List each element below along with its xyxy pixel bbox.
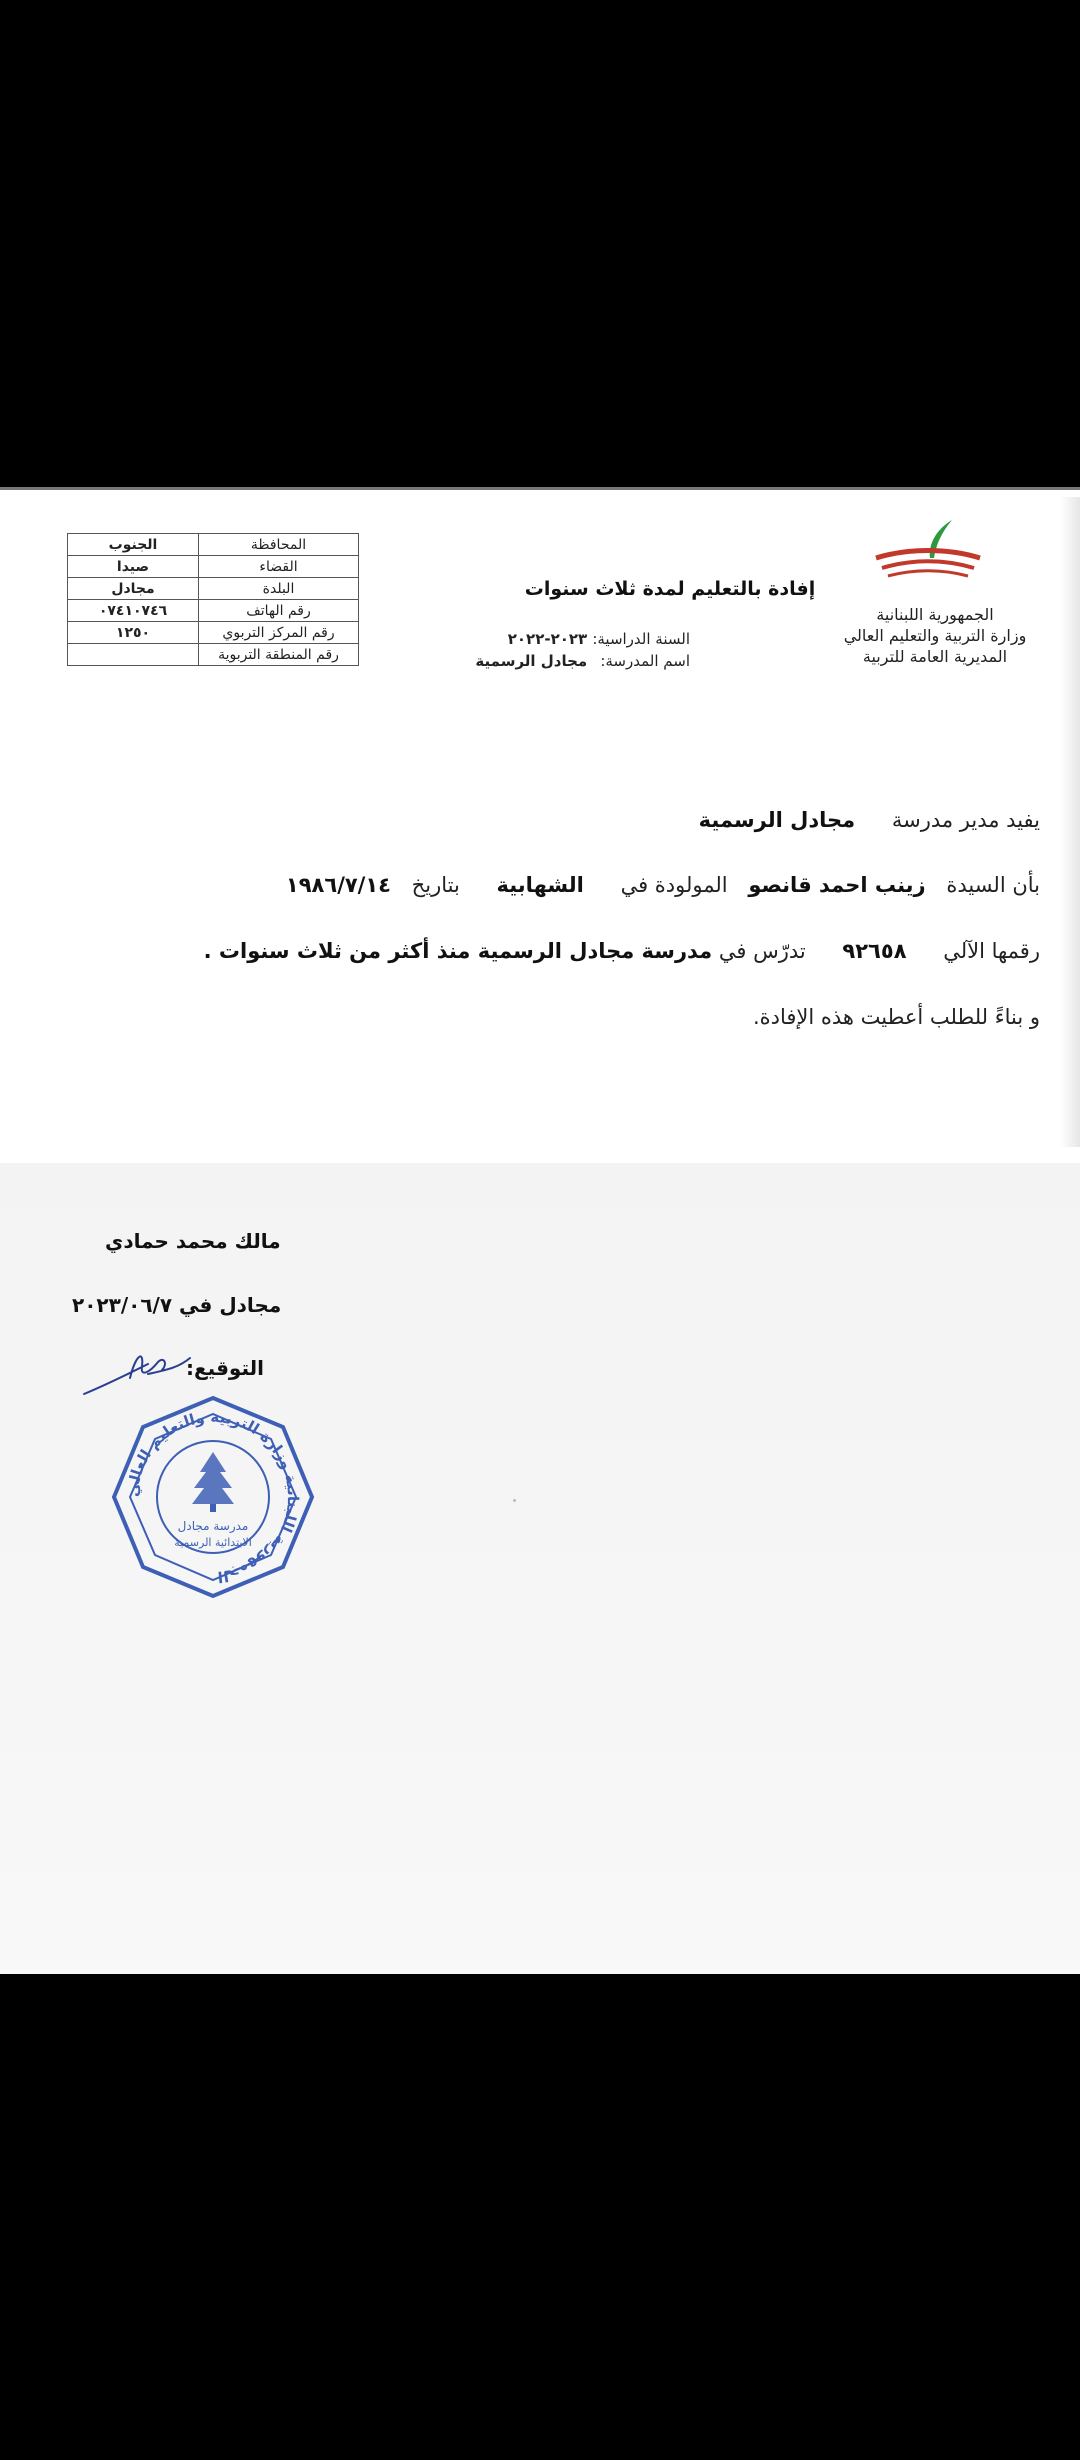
table-row (68, 556, 359, 578)
date-label: بتاريخ (411, 873, 460, 897)
school-info-table (67, 533, 359, 666)
school-name-line (400, 652, 690, 670)
registry-label: رقمها الآلي (943, 939, 1040, 963)
table-row (68, 644, 359, 666)
body-line-3 (200, 939, 1040, 963)
birth-place: الشهابية (496, 873, 584, 897)
body-line-1 (200, 808, 1040, 832)
ministry-line: الجمهورية اللبنانية (876, 605, 994, 624)
table-value-cell: ١٢٥٠ (68, 622, 199, 644)
official-stamp-icon (108, 1392, 318, 1602)
stamp-center-text: الابتدائية الرسمية (174, 1536, 252, 1549)
school-name-label: اسم المدرسة: (600, 652, 690, 670)
table-label-cell: رقم المركز التربوي (199, 622, 359, 644)
teaches-label: تدرّس في (718, 939, 806, 963)
paper-speck (513, 1499, 516, 1502)
table-row (68, 578, 359, 600)
school-year-value: ٢٠٢٣-٢٠٢٢ (507, 630, 588, 648)
stamp-center-text: مدرسة مجادل (177, 1519, 249, 1533)
teaches-school: مدرسة مجادل الرسمية منذ أكثر من ثلاث سنوات . (203, 939, 713, 963)
table-value-cell: صيدا (68, 556, 199, 578)
school-name-value: مجادل الرسمية (475, 652, 588, 670)
body-line-4 (200, 1005, 1040, 1029)
table-value-cell (68, 644, 199, 666)
director-name: مالك محمد حمادي (105, 1229, 281, 1253)
table-label-cell: رقم المنطقة التربوية (199, 644, 359, 666)
stamp-ring-text: الجمهورية اللبنانية وزارة التربية والتعليم العالي (123, 1407, 303, 1586)
person-name: زينب احمد قانصو (748, 873, 926, 897)
ministry-line: وزارة التربية والتعليم العالي (843, 626, 1027, 645)
table-label-cell: المحافظة (199, 534, 359, 556)
school-name: مجادل الرسمية (698, 808, 856, 832)
school-year-label: السنة الدراسية: (592, 630, 690, 648)
ministry-logo-icon (868, 518, 988, 588)
school-year-line (400, 630, 690, 648)
table-label-cell: البلدة (199, 578, 359, 600)
table-value-cell: ٠٧٤١٠٧٤٦ (68, 600, 199, 622)
director-intro: يفيد مدير مدرسة (891, 808, 1040, 832)
closing-sentence: و بناءً للطلب أعطيت هذه الإفادة. (752, 1005, 1040, 1029)
table-value-cell: الجنوب (68, 534, 199, 556)
table-value-cell: مجادل (68, 578, 199, 600)
signature-label: التوقيع: (186, 1356, 264, 1380)
registry-number: ٩٢٦٥٨ (842, 939, 907, 963)
ministry-name-block (820, 604, 1050, 667)
table-label-cell: رقم الهاتف (199, 600, 359, 622)
birth-date: ١٩٨٦/٧/١٤ (285, 873, 391, 897)
table-row (68, 600, 359, 622)
sheet-top-edge (0, 487, 1080, 490)
place-date: مجادل في ٢٠٢٣/٠٦/٧ (72, 1293, 282, 1317)
sheet-right-edge (1060, 497, 1080, 1147)
body-line-2 (200, 873, 1040, 897)
table-row (68, 534, 359, 556)
table-row (68, 622, 359, 644)
document-title: إفادة بالتعليم لمدة ثلاث سنوات (524, 578, 816, 600)
born-in-label: المولودة في (620, 873, 728, 897)
ministry-line: المديرية العامة للتربية (862, 647, 1008, 666)
person-intro: بأن السيدة (946, 873, 1040, 897)
table-label-cell: القضاء (199, 556, 359, 578)
